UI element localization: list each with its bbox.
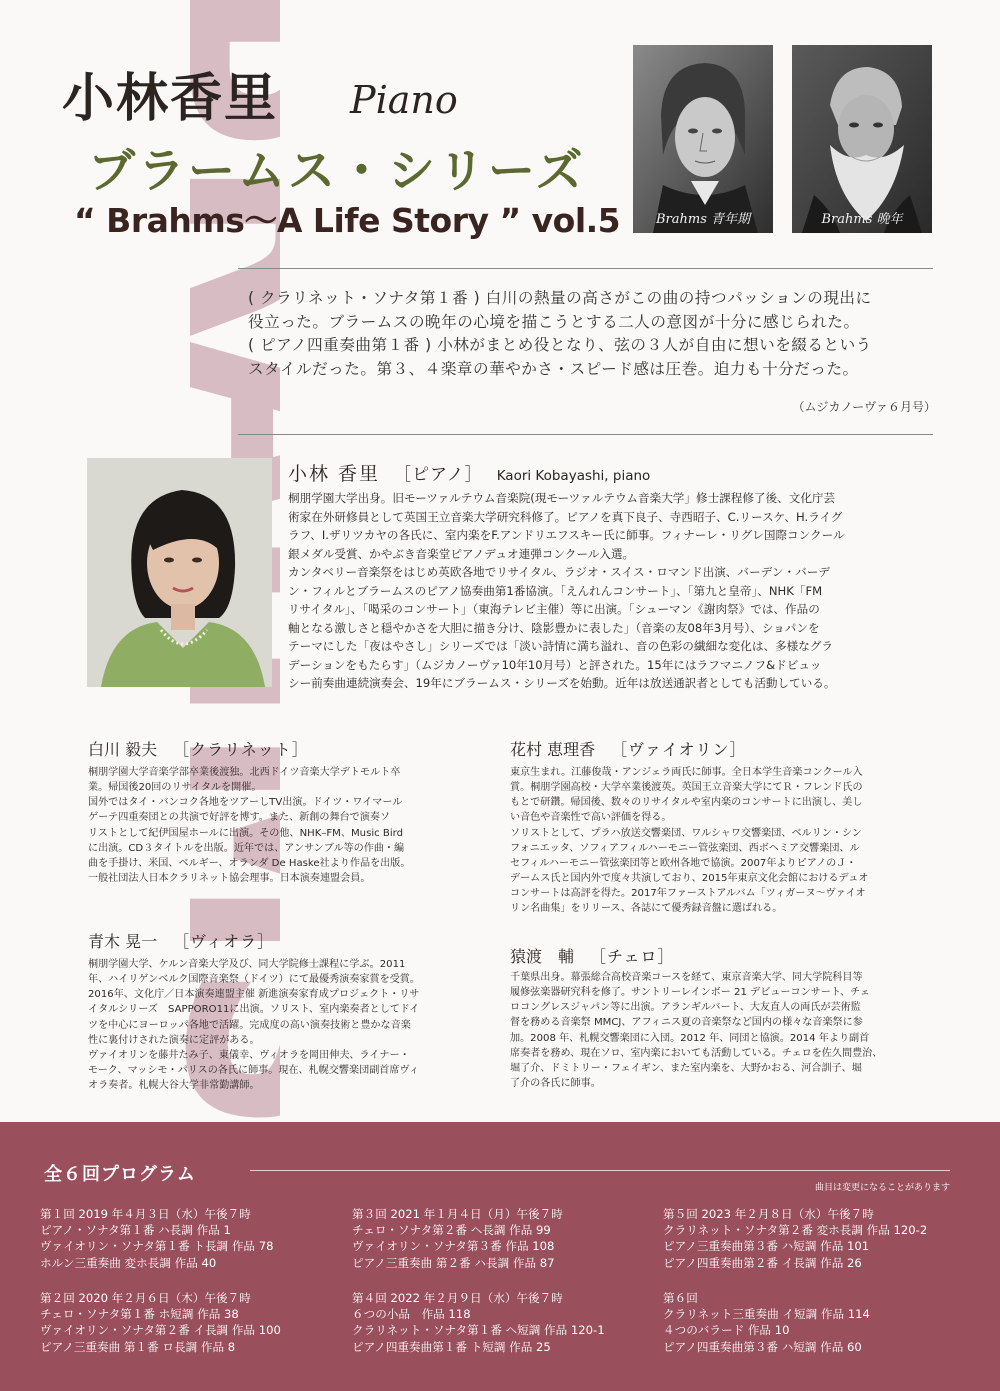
bio-line: 履修弦楽器研究科を修了。サントリーレインボー 21 デビューコンサート、チェ xyxy=(510,987,871,999)
concert-piece: ピアノ三重奏曲 第２番 ハ長調 作品 87 xyxy=(352,1255,555,1270)
program-title: 全６回プログラム xyxy=(44,1164,196,1185)
concert-6 xyxy=(663,1290,870,1355)
bio-line: コンサートは高評を得た。2017年ファーストアルバム「ツィガーヌ〜ヴァイオ xyxy=(510,888,866,900)
bio-line: 一般社団法人日本クラリネット協会理事。日本演奏連盟会員。 xyxy=(88,872,371,884)
bio-line: 千葉県出身。幕張総合高校音楽コースを経て、東京音楽大学、同大学院科目等 xyxy=(510,972,863,983)
concert-piece: ピアノ四重奏曲第３番 ハ短調 作品 60 xyxy=(663,1339,862,1354)
bio-line: ソリストとして、プラハ放送交響楽団、ワルシャワ交響楽団、ベルリン・シン xyxy=(510,827,862,839)
bio-line: リストとして紀伊国屋ホールに出演。その他、NHK–FM、Music Bird xyxy=(88,827,404,839)
bio-line: デームス氏と国内外で度々共演しており、2015年東京文化会館におけるデュオ xyxy=(510,872,869,884)
review-quote xyxy=(248,287,938,382)
concert-piece: ピアノ・ソナタ第１番 ハ長調 作品 1 xyxy=(40,1223,231,1238)
divider xyxy=(238,434,933,435)
pianist-biography xyxy=(288,489,950,693)
concert-date: 第３回 2021 年１月４日（月）午後７時 xyxy=(352,1207,563,1221)
bio-line: 桐朋学園大学出身。旧モーツァルテウム音楽院(現モーツァルテウム音楽大学」修士課程修了後、文化庁芸 xyxy=(288,491,836,505)
concert-piece: ピアノ三重奏曲 第１番 ロ長調 作品 8 xyxy=(40,1339,236,1354)
concert-date: 第５回 2023 年２月８日（水）午後７時 xyxy=(663,1207,874,1221)
bio-line: 軸となる激しさと穏やかさを大胆に描き分け、陰影豊かに表した」（音楽の友08年3月号）、ショパンを xyxy=(288,620,820,635)
review-source: （ムジカノーヴァ６月号） xyxy=(792,400,936,414)
bio-line: ン・フィルとブラームスのピアノ協奏曲第1番協演。「えんれんコンサート」、「第九と皇帝」、NHK「FM xyxy=(288,583,823,598)
bio-line: モーク、マッシモ・パリスの各氏に師事。現在、札幌交響楽団副首席ヴィ xyxy=(88,1064,420,1076)
member-name: 猿渡 輔 xyxy=(510,947,575,966)
bio-line: オラ奏者。札幌大谷大学非常勤講師。 xyxy=(88,1080,260,1092)
concert-piece: ヴァイオリン・ソナタ第２番 イ長調 作品 100 xyxy=(40,1323,281,1338)
bio-line: フォニエッタ、ソフィアフィルハーモニー管弦楽団、西ボヘミア交響楽団、ル xyxy=(510,842,860,854)
pianist-role: ［ピアノ］ xyxy=(394,465,483,485)
bio-line: テーマにした「夜はやさし」シリーズでは「淡い詩情に満ち溢れ、音の色彩の繊細な変化は、多様なグラ xyxy=(288,639,834,654)
bio-line: 席奏者を務め、現在ソロ、室内楽においても活動している。チェロを佐久間豊治、 xyxy=(510,1047,883,1059)
concert-piece: クラリネット三重奏曲 イ短調 作品 114 xyxy=(663,1307,870,1322)
violin-member-header xyxy=(510,737,746,760)
concert-3 xyxy=(352,1206,563,1271)
concert-piece: ヴァイオリン・ソナタ第１番 ト長調 作品 78 xyxy=(40,1239,274,1254)
bio-line: 了介の各氏に師事。 xyxy=(510,1077,601,1089)
bio-line: 曲を手掛け、米国、ベルギー、オランダ De Haske社より作品を出版。 xyxy=(88,857,411,869)
review-line: ( クラリネット・ソナタ第１番 ) 白川の熱量の高さがこの曲の持つパッションの現出に xyxy=(248,289,872,307)
member-role: ［クラリネット］ xyxy=(173,740,309,759)
bio-line: カンタベリー音楽祭をはじめ英欧各地でリサイタル、ラジオ・スイス・ロマンド出演、バーデン・バーデ xyxy=(288,565,830,580)
bio-line: 年、ハイリゲンベルク国際音楽祭（ドイツ）にて最優秀演奏家賞を受賞。 xyxy=(88,974,420,986)
member-name: 白川 毅夫 xyxy=(88,740,158,759)
series-english-title: “ Brahms〜A Life Story ” vol.5 xyxy=(74,201,621,240)
concert-4 xyxy=(352,1290,605,1355)
bio-line: 賞。桐朋学園高校・大学卒業後渡英。英国王立音楽大学にてＲ・フレンド氏の xyxy=(510,782,863,794)
divider xyxy=(238,268,933,269)
review-line: ( ピアノ四重奏曲第１番 ) 小林がまとめ役となり、弦の３人が自由に想いを綴るという xyxy=(248,336,872,355)
member-name: 青木 晃一 xyxy=(88,932,158,951)
bio-line: デーションをもたらす」（ムジカノーヴァ10年10月号）と評された。15年にはラフマニノフ&ドビュッ xyxy=(288,657,822,672)
concert-1 xyxy=(40,1206,273,1271)
bio-line: ゲーテ四重奏団との共演で好評を博す。また、新創の舞台で演奏ソ xyxy=(88,812,391,824)
concert-piece: ６つの小品 作品 118 xyxy=(352,1307,471,1322)
bio-line: 国外ではタイ・バンコク各地をツアーしTV出演。ドイツ・ワイマール xyxy=(88,797,403,809)
bio-line: 2016年、文化庁／日本演奏連盟主催 新進演奏家育成プロジェクト・リサ xyxy=(88,989,420,1001)
concert-piece: ピアノ四重奏曲第１番 ト短調 作品 25 xyxy=(352,1339,551,1354)
bio-line: 桐朋学園大学、ケルン音楽大学及び、同大学院修士課程に学ぶ。2011 xyxy=(88,959,406,970)
concert-piece: ホルン三重奏曲 変ホ長調 作品 40 xyxy=(40,1255,217,1270)
concert-piece: クラリネット・ソナタ第１番 ヘ短調 作品 120-1 xyxy=(352,1323,605,1338)
bio-line: 業。帰国後20回のリサイタルを開催。 xyxy=(88,782,262,794)
clarinet-member-header xyxy=(88,737,309,760)
portrait-caption: Brahms 青年期 xyxy=(655,212,751,227)
concert-date: 第１回 2019 年４月３日（水）午後７時 xyxy=(40,1207,251,1221)
bio-line: ヴァイオリンを藤井たみ子、東儀幸、ヴィオラを岡田伸夫、ライナー・ xyxy=(88,1049,410,1061)
old-brahms-portrait xyxy=(792,45,932,233)
program-section xyxy=(0,1122,1000,1391)
cello-member-header xyxy=(510,944,675,967)
bio-line: ツを中心にヨーロッパ各地で活躍。完成度の高い演奏技術と豊かな音楽 xyxy=(88,1019,411,1031)
concert-date: 第６回 xyxy=(663,1291,698,1305)
young-brahms-portrait xyxy=(633,45,773,233)
viola-member-bio xyxy=(88,957,488,1093)
member-name: 花村 恵理香 xyxy=(510,740,596,759)
concert-piece: ピアノ四重奏曲第２番 イ長調 作品 26 xyxy=(663,1255,862,1270)
bio-line: ラフ、I.ザリツカヤの各氏に、室内楽をF.アンドリエフスキー氏に師事。フィナーレ・リグレ国際コンクール xyxy=(288,528,845,543)
program-note: 曲目は変更になることがあります xyxy=(814,1183,950,1193)
bio-line: 術家在外研修員として英国王立音楽大学研究科修了。ピアノを真下良子、寺西昭子、C.リースケ、H.ライグ xyxy=(288,509,843,524)
concert-piece: チェロ・ソナタ第２番 ヘ長調 作品 99 xyxy=(352,1223,551,1238)
viola-member-header xyxy=(88,929,274,952)
bio-line: い音色や音楽性で高い評価を得る。 xyxy=(510,812,672,824)
cello-member-bio xyxy=(510,970,960,1091)
concert-piece: ４つのバラード 作品 10 xyxy=(663,1323,790,1338)
member-role: ［ヴァイオリン］ xyxy=(611,740,747,759)
concert-5 xyxy=(663,1206,927,1271)
bio-line: 堀了介、ドミトリー・フェイギン、また室内楽を、大野かおる、河合訓子、堀 xyxy=(510,1062,862,1074)
divider xyxy=(250,1170,950,1171)
concert-2 xyxy=(40,1290,281,1355)
review-line: 役立った。ブラームスの晩年の心境を描こうとする二人の意図が十分に感じられた。 xyxy=(248,312,860,331)
performer-name: 小林香里 xyxy=(62,69,279,129)
concert-piece: ピアノ三重奏曲第３番 ハ短調 作品 101 xyxy=(663,1239,870,1254)
bio-line: 性に裏付けされた演奏に定評がある。 xyxy=(88,1034,260,1046)
bio-line: に出演。CD３タイトルを出版。近年では、アンサンブル等の作曲・編 xyxy=(88,842,405,854)
concert-date: 第４回 2022 年２月９日（水）午後７時 xyxy=(352,1291,563,1305)
review-line: スタイルだった。第３、４楽章の華やかさ・スピード感は圧巻。迫力も十分だった。 xyxy=(248,360,859,379)
bio-line: イタルシリーズ SAPPORO11に出演。ソリスト、室内楽奏者としてドイ xyxy=(88,1004,420,1016)
bio-line: シー前奏曲連続演奏会、19年にブラームス・シリーズを始動。近年は放送通訳者としても活動している。 xyxy=(288,676,836,691)
pianist-english-name: Kaori Kobayashi, piano xyxy=(496,468,651,484)
bio-line: 銀メダル受賞、かやぶき音楽堂ピアノデュオ連弾コンクール入選。 xyxy=(288,546,635,561)
pianist-header xyxy=(288,459,650,486)
portrait-caption: Brahms 晩年 xyxy=(821,212,903,227)
bio-line: 督を務める音楽祭 MMCJ、アフィニス夏の音楽祭など国内の様々な音楽祭に参 xyxy=(510,1017,863,1029)
concert-piece: チェロ・ソナタ第１番 ホ短調 作品 38 xyxy=(40,1307,239,1322)
member-role: ［チェロ］ xyxy=(590,947,675,966)
bio-line: 加。2008 年、札幌交響楽団に入団。2012 年、同団と協演。2014 年より副首 xyxy=(510,1032,870,1044)
bio-line: ロコングレスジャパン等に出演。アランギルバート、大友直人の両氏が芸術監 xyxy=(510,1002,861,1014)
concert-date: 第２回 2020 年２月６日（木）午後７時 xyxy=(40,1291,251,1305)
bio-line: 桐朋学園大学音楽学部卒業後渡独。北西ドイツ音楽大学デトモルト卒 xyxy=(88,767,401,778)
clarinet-member-bio xyxy=(88,765,488,886)
series-title: ブラームス・シリーズ xyxy=(88,144,586,199)
bio-line: セフィルハーモニー管弦楽団等と欧州各地で協演。2007年よりピアノのＪ・ xyxy=(510,857,857,869)
concert-piece: ヴァイオリン・ソナタ第３番 作品 108 xyxy=(352,1239,555,1254)
bio-line: リン名曲集」をリリース、各誌にて優秀録音盤に選ばれる。 xyxy=(510,903,783,915)
member-role: ［ヴィオラ］ xyxy=(173,932,275,951)
bio-line: 東京生まれ。江藤俊哉・アンジェラ両氏に師事。全日本学生音楽コンクール入 xyxy=(510,767,863,778)
violin-member-bio xyxy=(510,765,960,916)
bio-line: リサイタル」、「喝采のコンサート」（東海テレビ主催）等に出演。「シューマン《謝肉祭》では、作品の xyxy=(288,602,820,617)
concert-piece: クラリネット・ソナタ第２番 変ホ長調 作品 120-2 xyxy=(663,1223,928,1238)
pianist-photo xyxy=(87,458,272,687)
bio-line: もとで研鑽。帰国後、数々のリサイタルや室内楽のコンサートに出演し、美し xyxy=(510,797,863,809)
pianist-name: 小林 香里 xyxy=(288,463,381,485)
instrument-label: Piano xyxy=(350,78,458,122)
